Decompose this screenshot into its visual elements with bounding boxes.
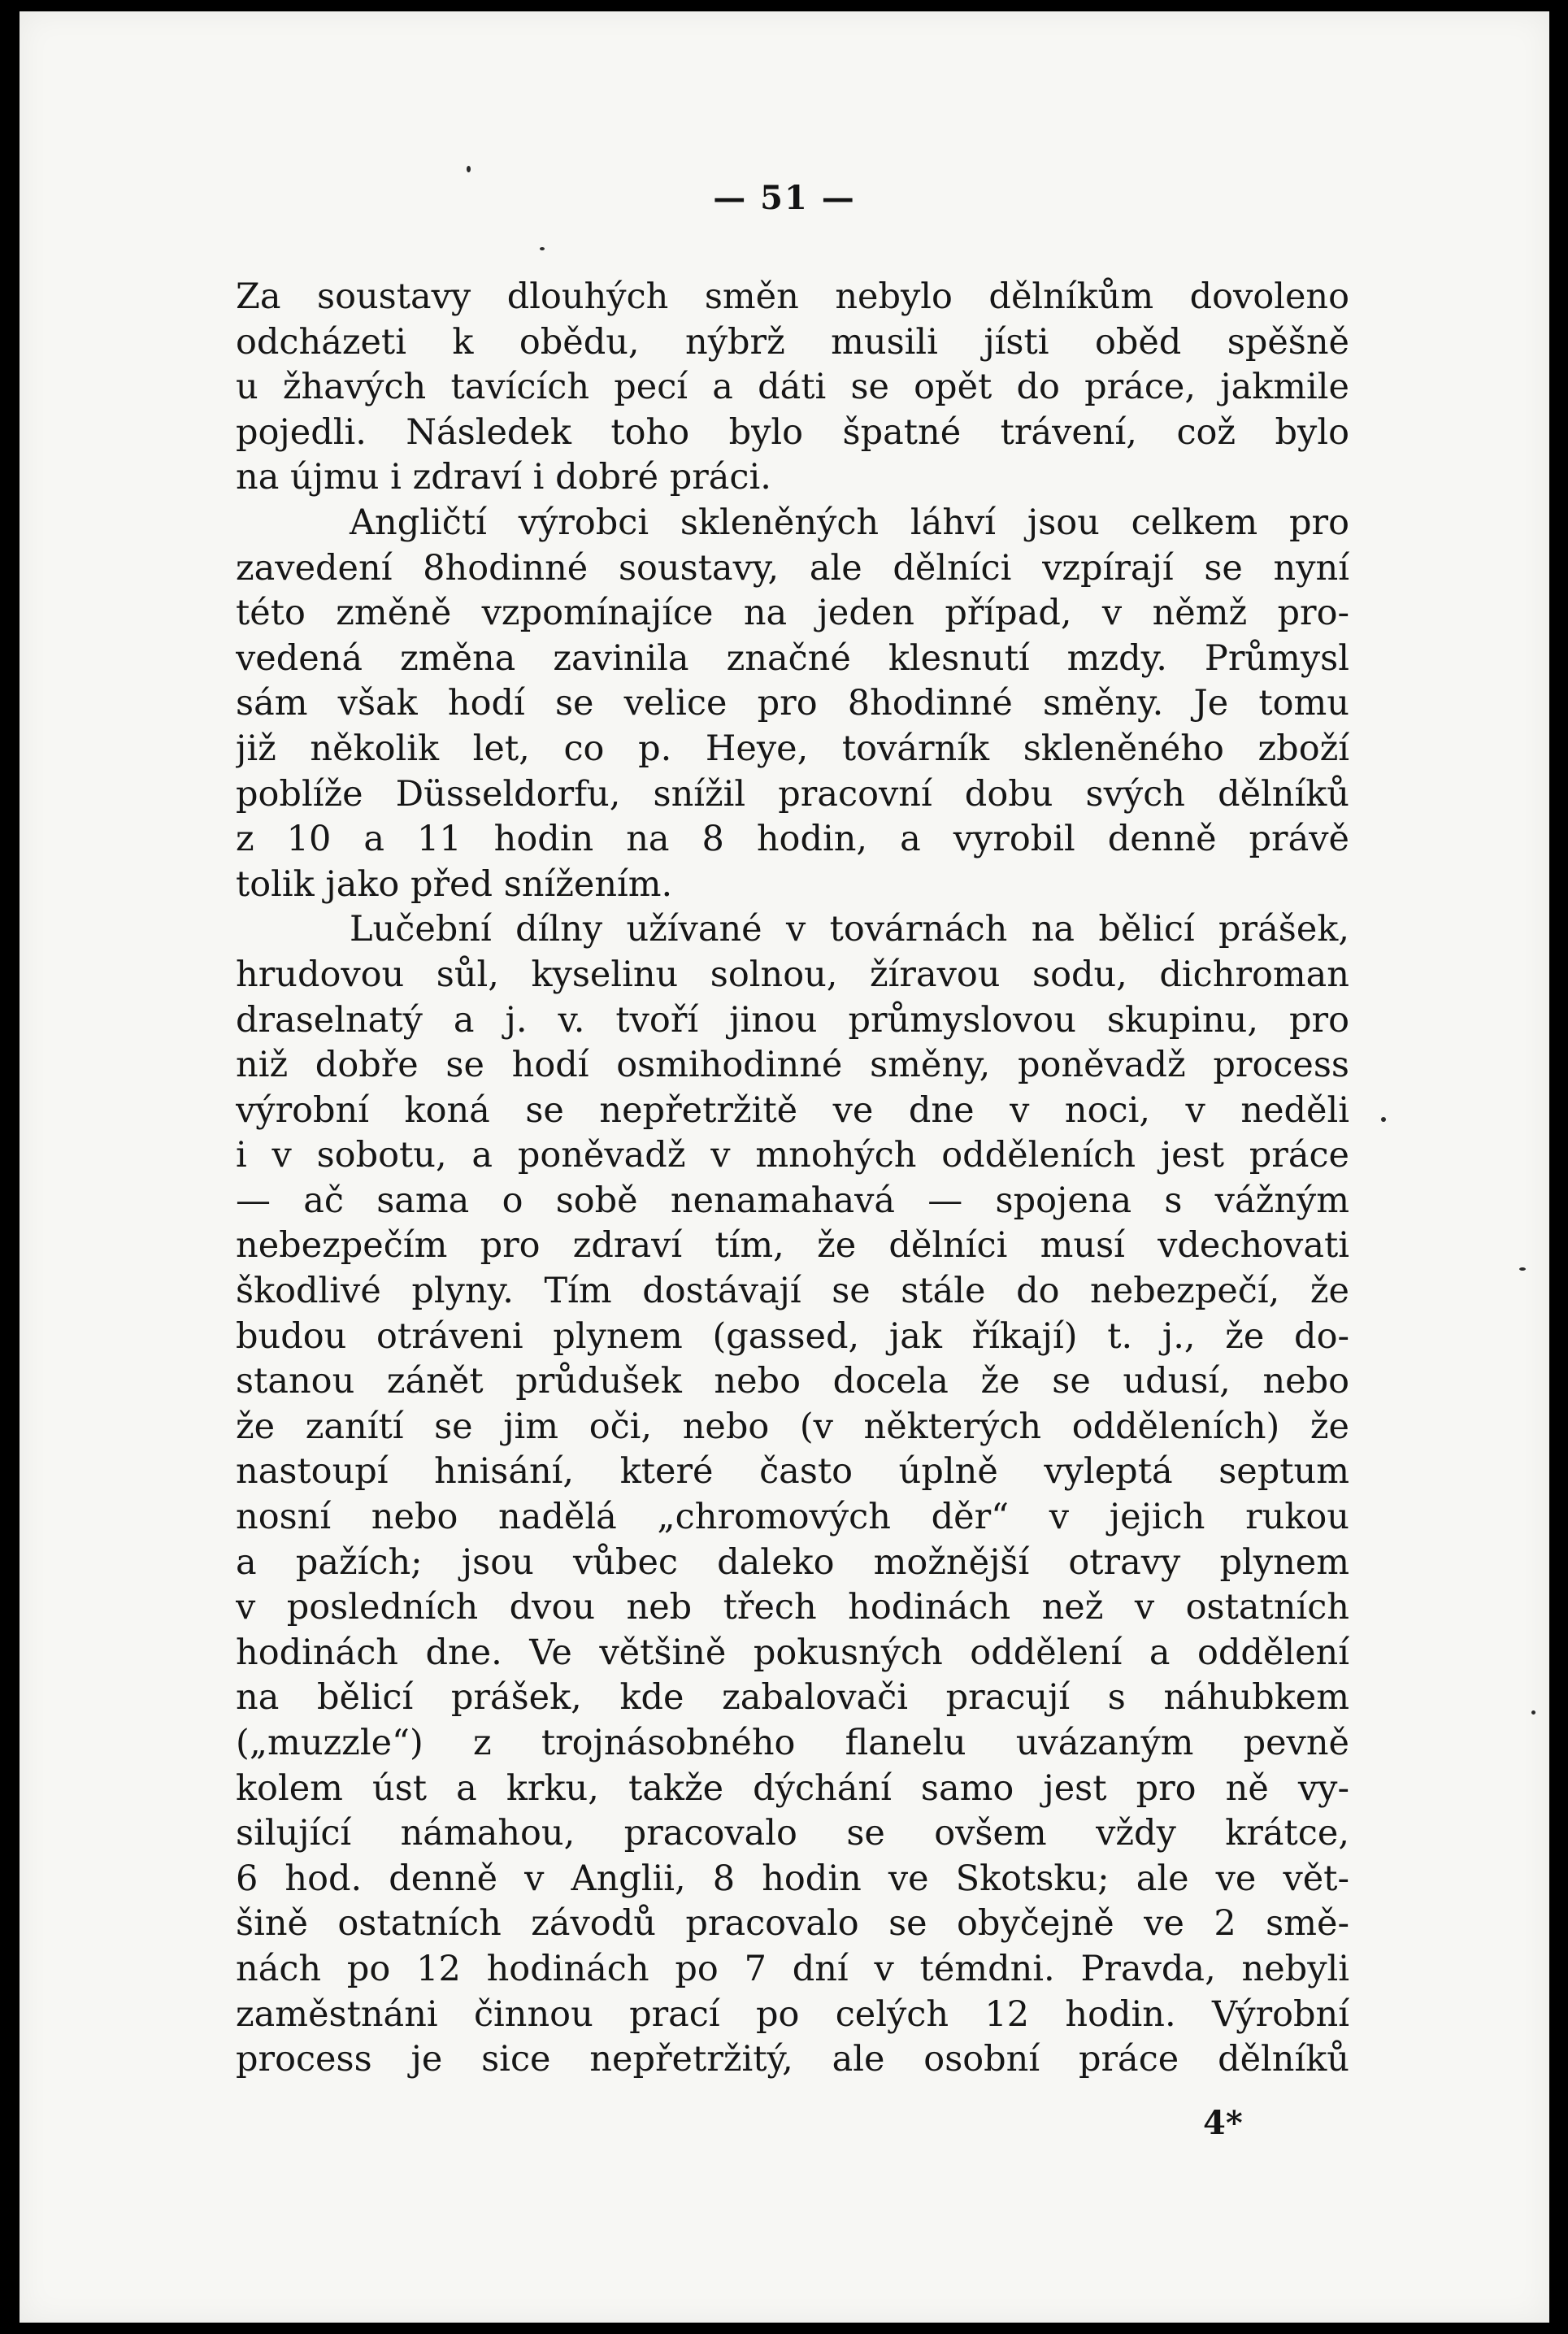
page-number: — 51 — (713, 179, 856, 217)
text-line: i v sobotu, a poněvadž v mnohých odděleních jest práce (236, 1135, 1349, 1176)
text-line: sám však hodí se velice pro 8hodinné směny. Je tomu (236, 683, 1349, 724)
text-line: 6 hod. denně v Anglii, 8 hodin ve Skotsku; ale ve vět- (236, 1858, 1349, 1899)
text-line: hrudovou sůl, kyselinu solnou, žíravou sodu, dichroman (236, 954, 1349, 995)
signature-mark: 4* (1203, 2104, 1243, 2142)
text-line: na bělicí prášek, kde zabalovači pracují s náhubkem (236, 1677, 1349, 1719)
text-line: kolem úst a krku, takže dýchání samo jest pro ně vy- (236, 1767, 1349, 1809)
text-line: hodinách dne. Ve většině pokusných oddělení a oddělení (236, 1632, 1349, 1673)
text-line: škodlivé plyny. Tím dostávají se stále do nebezpečí, že (236, 1271, 1349, 1312)
text-line: („muzzle“) z trojnásobného flanelu uvázaným pevně (236, 1723, 1349, 1763)
text-line: process je sice nepřetržitý, ale osobní práce dělníků (236, 2039, 1349, 2080)
text-line: z 10 a 11 hodin na 8 hodin, a vyrobil denně právě (236, 819, 1349, 860)
text-line: a pažích; jsou vůbec daleko možnější otravy plynem (236, 1541, 1349, 1583)
text-line: nebezpečím pro zdraví tím, že dělníci musí vdechovati (236, 1225, 1349, 1267)
body-text (236, 275, 1349, 2083)
text-line: pojedli. Následek toho bylo špatné trávení, což bylo (236, 411, 1349, 453)
scan-speck (1519, 1267, 1526, 1271)
text-line: již několik let, co p. Heye, továrník skleněného zboží (236, 728, 1349, 769)
text-line: silující námahou, pracovalo se ovšem vždy krátce, (236, 1813, 1349, 1854)
text-line: Za soustavy dlouhých směn nebylo dělníkům dovoleno (236, 276, 1349, 317)
text-line: nách po 12 hodinách po 7 dní v témdni. Pravda, nebyli (236, 1948, 1349, 1989)
text-line: stanou zánět průdušek nebo docela že se udusí, nebo (236, 1361, 1349, 1402)
scan-speck (1381, 1117, 1386, 1122)
scan-speck (1531, 1710, 1535, 1715)
text-line: odcházeti k obědu, nýbrž musili jísti oběd spěšně (236, 321, 1349, 363)
text-line: Lučební dílny užívané v továrnách na bělicí prášek, (350, 909, 1349, 950)
text-line: této změně vzpomínajíce na jeden případ, v němž pro- (236, 593, 1349, 634)
book-page (20, 11, 1549, 2323)
text-line: na újmu i zdraví i dobré práci. (236, 457, 771, 498)
text-line: že zanítí se jim oči, nebo (v některých odděleních) že (236, 1406, 1349, 1447)
text-line: u žhavých tavících pecí a dáti se opět do práce, jakmile (236, 367, 1349, 408)
text-line: v posledních dvou neb třech hodinách než v ostatních (236, 1587, 1349, 1628)
text-line: zavedení 8hodinné soustavy, ale dělníci vzpírají se nyní (236, 547, 1349, 589)
text-line: vedená změna zavinila značné klesnutí mzdy. Průmysl (236, 637, 1349, 679)
text-line: šině ostatních závodů pracovalo se obyčejně ve 2 smě- (236, 1903, 1349, 1945)
text-line: niž dobře se hodí osmihodinné směny, poněvadž process (236, 1045, 1349, 1086)
text-line: tolik jako před snížením. (236, 863, 673, 905)
text-line: — ač sama o sobě nenamahavá — spojena s vážným (236, 1180, 1349, 1221)
text-line: nastoupí hnisání, které často úplně vyleptá septum (236, 1451, 1349, 1493)
text-line: poblíže Düsseldorfu, snížil pracovní dobu svých dělníků (236, 773, 1349, 815)
text-line: Angličtí výrobci skleněných láhví jsou celkem pro (350, 502, 1349, 543)
text-line: budou otráveni plynem (gassed, jak říkají) t. j., že do- (236, 1315, 1349, 1357)
text-line: draselnatý a j. v. tvoří jinou průmyslovou skupinu, pro (236, 999, 1349, 1041)
text-line: výrobní koná se nepřetržitě ve dne v noci, v neděli (236, 1089, 1349, 1131)
scan-speck (467, 166, 471, 172)
scan-speck (540, 247, 545, 250)
text-line: nosní nebo nadělá „chromových děr“ v jejich rukou (236, 1497, 1349, 1538)
text-line: zaměstnáni činnou prací po celých 12 hodin. Výrobní (236, 1993, 1349, 2035)
